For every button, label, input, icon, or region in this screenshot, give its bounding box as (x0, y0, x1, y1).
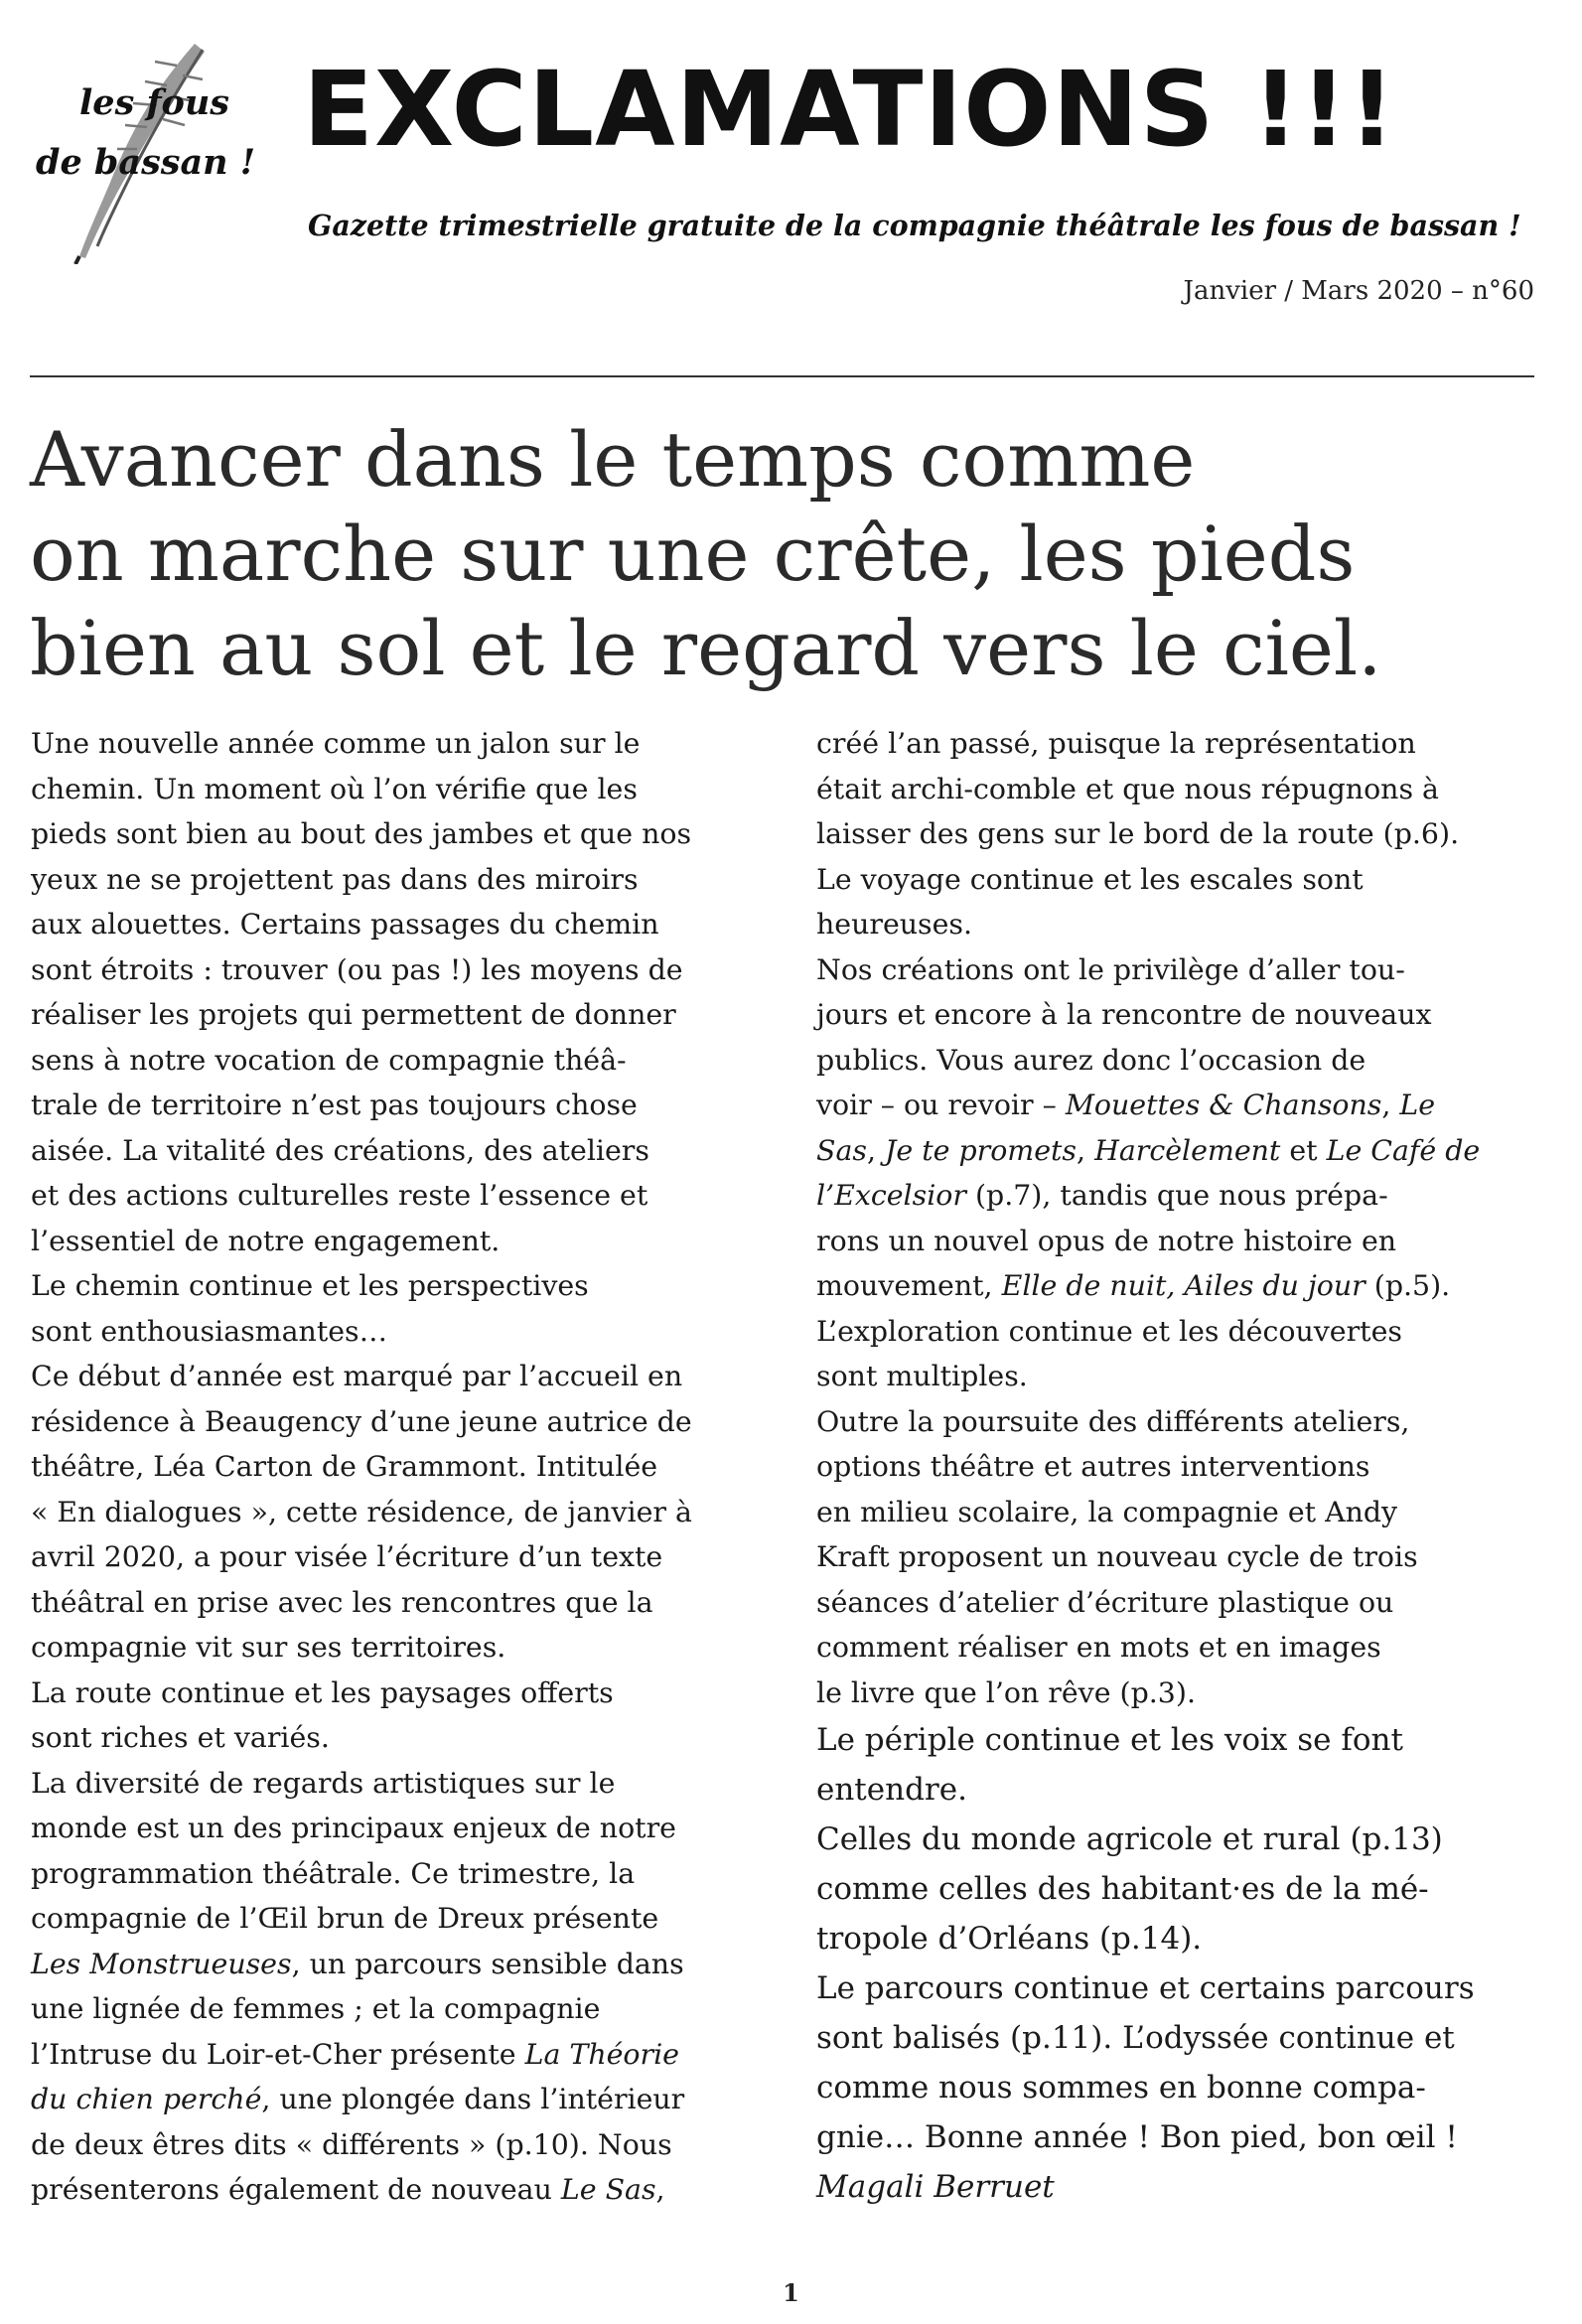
article-line: heureuses. (816, 908, 972, 941)
article-line: comment réaliser en mots et en images (816, 1631, 1381, 1664)
page-number: 1 (783, 2278, 799, 2307)
article-line: présenterons également de nouveau Le Sas, (31, 2173, 665, 2206)
article-line: théâtral en prise avec les rencontres que la (31, 1585, 653, 1619)
article-line: sont enthousiasmantes… (31, 1314, 387, 1348)
logo-line-2: de bassan ! (36, 142, 256, 183)
article-line: créé l’an passé, puisque la représentation (816, 727, 1416, 760)
article-line: en milieu scolaire, la compagnie et Andy (816, 1495, 1398, 1528)
logo (28, 36, 296, 264)
signature: Magali Berruet (816, 2169, 1055, 2205)
article-line: du chien perché, une plongée dans l’intérieur (31, 2083, 685, 2115)
article-line: l’Excelsior (p.7), tandis que nous prépa- (816, 1179, 1388, 1212)
article-line: Ce début d’année est marqué par l’accueil en (31, 1360, 683, 1392)
article-line: monde est un des principaux enjeux de notre (31, 1812, 676, 1844)
article-line: de deux êtres dits « différents » (p.10). Nous (31, 2127, 672, 2161)
article-line: compagnie vit sur ses territoires. (31, 1631, 506, 1664)
article-line: tropole d’Orléans (p.14). (816, 1921, 1203, 1957)
article-line: options théâtre et autres interventions (816, 1450, 1370, 1483)
article-line: sont multiples. (816, 1360, 1028, 1392)
article-line: comme nous sommes en bonne compa- (816, 2070, 1426, 2106)
masthead-tagline: Gazette trimestrielle gratuite de la compagnie théâtrale les fous de bassan ! (308, 209, 1521, 242)
article-line: compagnie de l’Œil brun de Dreux présente (31, 1902, 659, 1935)
article-column-left (31, 721, 746, 2213)
article-line: programmation théâtrale. Ce trimestre, la (31, 1856, 636, 1890)
article-line: entendre. (816, 1772, 967, 1808)
article-line: rons un nouvel opus de notre histoire en (816, 1224, 1397, 1257)
article-line: pieds sont bien au bout des jambes et que nos (31, 817, 692, 850)
article-line: Le chemin continue et les perspectives (31, 1269, 589, 1302)
article-line: Celles du monde agricole et rural (p.13) (816, 1821, 1443, 1857)
article-line: « En dialogues », cette résidence, de janvier à (31, 1495, 692, 1528)
article-line: réaliser les projets qui permettent de donner (31, 998, 676, 1031)
article-line: trale de territoire n’est pas toujours chose (31, 1089, 638, 1121)
article-line: Kraft proposent un nouveau cycle de trois (816, 1540, 1418, 1573)
masthead-title: EXCLAMATIONS !!! (303, 49, 1396, 170)
divider (30, 375, 1534, 377)
article-line: publics. Vous aurez donc l’occasion de (816, 1043, 1366, 1077)
article-line: gnie… Bonne année ! Bon pied, bon œil ! (816, 2119, 1458, 2155)
logo-line-1: les fous (79, 82, 230, 123)
article-line: une lignée de femmes ; et la compagnie (31, 1992, 601, 2025)
article-line: laisser des gens sur le bord de la route (p.6). (816, 817, 1460, 850)
article-line: chemin. Un moment où l’on vérifie que les (31, 772, 638, 805)
article-line: sont balisés (p.11). L’odyssée continue et (816, 2020, 1455, 2056)
article-line: avril 2020, a pour visée l’écriture d’un texte (31, 1540, 663, 1573)
issue-date: Janvier / Mars 2020 – n°60 (1183, 276, 1534, 306)
article-line: aux alouettes. Certains passages du chemin (31, 908, 659, 941)
article-column-right (816, 721, 1533, 2212)
article-line: l’essentiel de notre engagement. (31, 1224, 501, 1257)
article-line: le livre que l’on rêve (p.3). (816, 1675, 1196, 1709)
article-line: sont étroits : trouver (ou pas !) les moyens de (31, 952, 683, 986)
article-line: Le voyage continue et les escales sont (816, 862, 1364, 896)
article-line: L’exploration continue et les découvertes (816, 1314, 1402, 1348)
headline (30, 412, 1549, 695)
article-line: Une nouvelle année comme un jalon sur le (31, 727, 641, 760)
article-line: mouvement, Elle de nuit, Ailes du jour (p.5). (816, 1269, 1451, 1302)
article-line: jours et encore à la rencontre de nouveaux (816, 998, 1432, 1031)
article-line: séances d’atelier d’écriture plastique ou (816, 1585, 1394, 1619)
article-line: voir – ou revoir – Mouettes & Chansons, Le (816, 1089, 1436, 1121)
article-line: Les Monstrueuses, un parcours sensible dans (31, 1947, 684, 1980)
article-line: Sas, Je te promets, Harcèlement et Le Café de (816, 1133, 1481, 1167)
article-line: Outre la poursuite des différents ateliers, (816, 1404, 1410, 1438)
headline-line: bien au sol et le regard vers le ciel. (30, 604, 1382, 692)
article-line: Le périple continue et les voix se font (816, 1722, 1403, 1758)
article-line: théâtre, Léa Carton de Grammont. Intitulée (31, 1450, 658, 1483)
article-line: sont riches et variés. (31, 1721, 330, 1754)
headline-line: Avancer dans le temps comme (30, 415, 1196, 504)
article-line: Nos créations ont le privilège d’aller tou- (816, 952, 1405, 986)
article-line: Le parcours continue et certains parcours (816, 1970, 1475, 2006)
article-line: résidence à Beaugency d’une jeune autrice de (31, 1404, 692, 1438)
article-line: aisée. La vitalité des créations, des ateliers (31, 1133, 649, 1167)
article-line: yeux ne se projettent pas dans des miroirs (31, 862, 639, 896)
article-line: l’Intruse du Loir-et-Cher présente La Théorie (31, 2037, 679, 2071)
article-line: La route continue et les paysages offerts (31, 1675, 614, 1709)
article-line: La diversité de regards artistiques sur le (31, 1766, 616, 1800)
article-line: sens à notre vocation de compagnie théâ- (31, 1043, 627, 1077)
headline-line: on marche sur une crête, les pieds (30, 509, 1356, 598)
article-line: comme celles des habitant·es de la mé- (816, 1871, 1429, 1907)
article-line: était archi-comble et que nous répugnons à (816, 772, 1439, 805)
article-line: et des actions culturelles reste l’essence et (31, 1179, 648, 1212)
